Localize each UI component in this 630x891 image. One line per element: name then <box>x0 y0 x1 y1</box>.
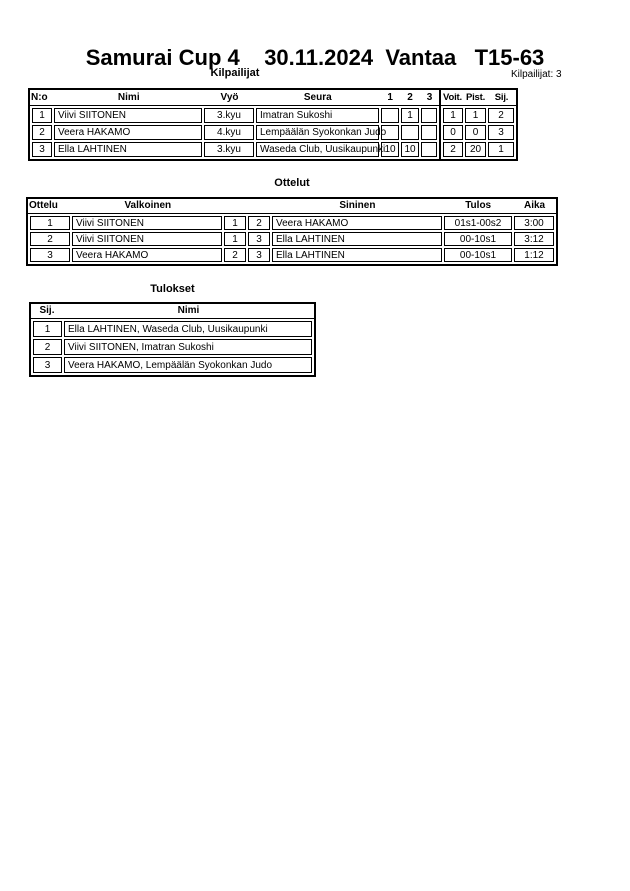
cell-nimi: Ella LAHTINEN <box>54 142 202 157</box>
cell-match3 <box>421 125 437 140</box>
col-header-seura: Seura <box>303 92 332 103</box>
cell-sij: 1 <box>33 321 62 337</box>
ottelut-table <box>26 197 558 266</box>
cell-valkoinen: Viivi SIITONEN <box>72 216 222 230</box>
cell-sij: 3 <box>33 357 62 373</box>
col-header-sij: Sij. <box>39 305 55 316</box>
cell-sininen: Ella LAHTINEN <box>272 248 442 262</box>
table-row <box>30 248 554 262</box>
cell-aika: 3:00 <box>514 216 554 230</box>
col-header-voit: Voit. <box>443 92 462 103</box>
cell-match3 <box>421 108 437 123</box>
cell-ottelu-no: 1 <box>30 216 70 230</box>
col-header-ottelu: Ottelu <box>29 200 58 211</box>
table-row <box>32 108 437 123</box>
cell-blue-number: 2 <box>248 216 270 230</box>
kilpailijat-heading: Kilpailijat <box>210 67 260 79</box>
cell-no: 2 <box>32 125 52 140</box>
cell-voit: 2 <box>443 142 463 157</box>
cell-sij: 2 <box>33 339 62 355</box>
cell-nimi: Ella LAHTINEN, Waseda Club, Uusikaupunki <box>64 321 312 337</box>
cell-valkoinen: Viivi SIITONEN <box>72 232 222 246</box>
page-title: Samurai Cup 4 30.11.2024 Vantaa T15-63 <box>85 45 545 70</box>
cell-no: 1 <box>32 108 52 123</box>
cell-match2: 10 <box>401 142 419 157</box>
kilpailijat-header-row <box>30 90 439 106</box>
cell-nimi: Veera HAKAMO <box>54 125 202 140</box>
kilpailijat-results-body <box>441 106 516 159</box>
cell-seura: Lempäälän Syokonkan Judo <box>256 125 379 140</box>
cell-tulos: 00-10s1 <box>444 248 512 262</box>
cell-nimi: Viivi SIITONEN <box>54 108 202 123</box>
cell-pist: 1 <box>465 108 486 123</box>
cell-white-number: 1 <box>224 232 246 246</box>
cell-vyo: 4.kyu <box>204 125 254 140</box>
cell-sininen: Veera HAKAMO <box>272 216 442 230</box>
kilpailijat-table-body <box>30 106 439 159</box>
cell-match2: 1 <box>401 108 419 123</box>
tulokset-header-row <box>31 304 314 319</box>
table-row <box>30 232 554 246</box>
ottelut-table-section <box>28 199 556 264</box>
col-header-match1: 1 <box>387 92 393 103</box>
table-row <box>443 125 514 140</box>
cell-nimi: Viivi SIITONEN, Imatran Sukoshi <box>64 339 312 355</box>
col-header-no: N:o <box>31 92 48 103</box>
cell-sij: 1 <box>488 142 514 157</box>
col-header-match2: 2 <box>407 92 413 103</box>
cell-white-number: 1 <box>224 216 246 230</box>
col-header-sij: Sij. <box>494 92 509 103</box>
tulokset-table <box>29 302 316 377</box>
cell-match3 <box>421 142 437 157</box>
col-header-match3: 3 <box>426 92 433 103</box>
competitors-count: Kilpailijat: 3 <box>511 69 562 80</box>
kilpailijat-table <box>28 88 518 161</box>
cell-vyo: 3.kyu <box>204 142 254 157</box>
table-row <box>33 321 312 337</box>
col-header-valkoinen: Valkoinen <box>124 200 172 211</box>
cell-seura: Imatran Sukoshi <box>256 108 379 123</box>
col-header-blue-number <box>248 199 272 213</box>
cell-voit: 0 <box>443 125 463 140</box>
col-header-aika: Aika <box>523 200 546 211</box>
cell-pist: 0 <box>465 125 486 140</box>
table-row <box>33 357 312 373</box>
cell-no: 3 <box>32 142 52 157</box>
tulokset-heading: Tulokset <box>150 283 195 295</box>
table-row <box>32 125 437 140</box>
col-header-sininen: Sininen <box>339 200 376 211</box>
kilpailijat-table-main-section <box>30 90 439 159</box>
ottelut-header-row <box>28 199 556 214</box>
tulokset-table-section <box>31 304 314 375</box>
ottelut-table-body <box>28 214 556 264</box>
table-row <box>32 142 437 157</box>
col-header-tulos: Tulos <box>465 200 492 211</box>
cell-match1: 10 <box>381 142 399 157</box>
cell-pist: 20 <box>465 142 486 157</box>
col-header-white-number <box>224 199 248 213</box>
table-row <box>33 339 312 355</box>
cell-sij: 2 <box>488 108 514 123</box>
cell-valkoinen: Veera HAKAMO <box>72 248 222 262</box>
ottelut-heading: Ottelut <box>274 177 310 189</box>
cell-ottelu-no: 3 <box>30 248 70 262</box>
table-row <box>30 216 554 230</box>
cell-blue-number: 3 <box>248 248 270 262</box>
col-header-nimi: Nimi <box>117 92 140 103</box>
col-header-vyo: Vyö <box>220 92 239 103</box>
cell-nimi: Veera HAKAMO, Lempäälän Syokonkan Judo <box>64 357 312 373</box>
cell-ottelu-no: 2 <box>30 232 70 246</box>
table-row <box>443 108 514 123</box>
cell-blue-number: 3 <box>248 232 270 246</box>
cell-tulos: 00-10s1 <box>444 232 512 246</box>
cell-voit: 1 <box>443 108 463 123</box>
cell-white-number: 2 <box>224 248 246 262</box>
table-row <box>443 142 514 157</box>
cell-sininen: Ella LAHTINEN <box>272 232 442 246</box>
cell-sij: 3 <box>488 125 514 140</box>
cell-vyo: 3.kyu <box>204 108 254 123</box>
cell-tulos: 01s1-00s2 <box>444 216 512 230</box>
kilpailijat-table-results-section <box>441 90 516 159</box>
cell-match2 <box>401 125 419 140</box>
tulokset-table-body <box>31 319 314 375</box>
cell-match1 <box>381 108 399 123</box>
cell-aika: 1:12 <box>514 248 554 262</box>
cell-aika: 3:12 <box>514 232 554 246</box>
kilpailijat-results-header-row <box>441 90 516 106</box>
col-header-nimi: Nimi <box>177 305 200 316</box>
col-header-pist: Pist. <box>465 92 486 103</box>
cell-seura: Waseda Club, Uusikaupunki <box>256 142 379 157</box>
